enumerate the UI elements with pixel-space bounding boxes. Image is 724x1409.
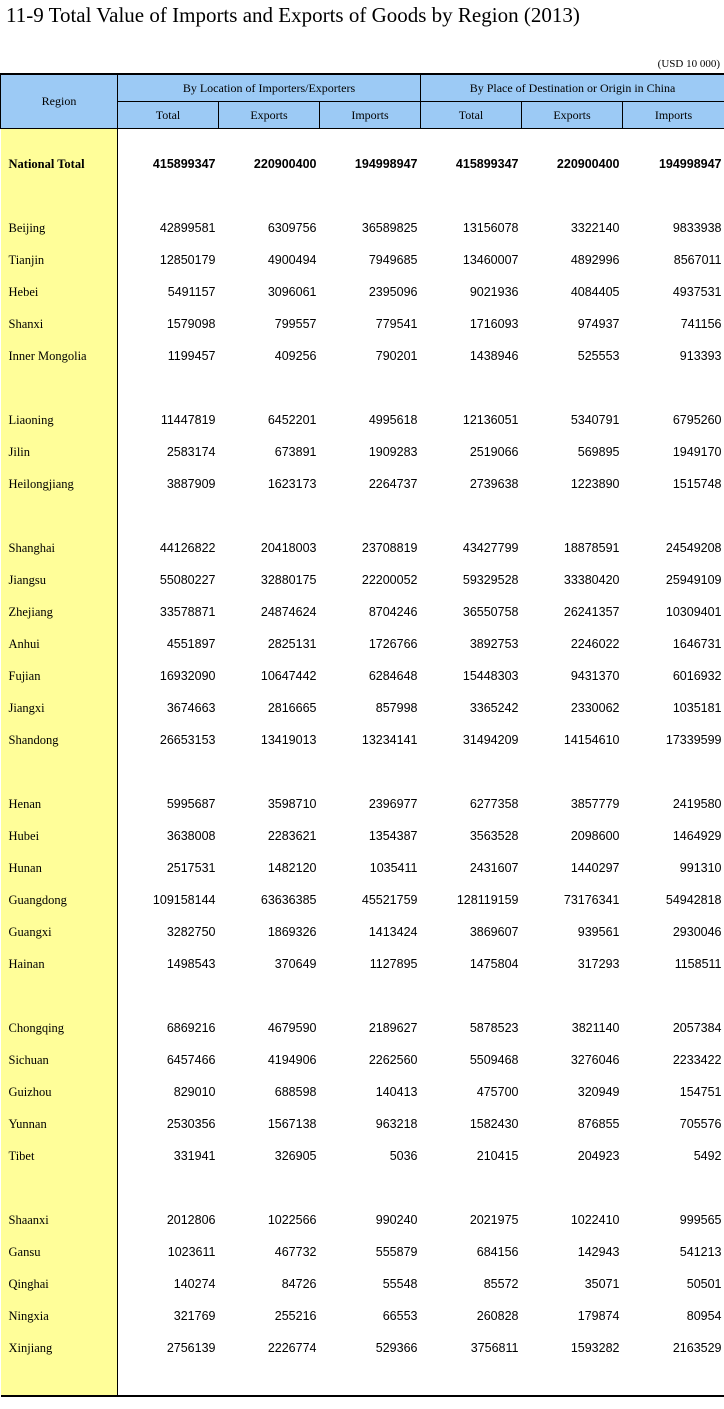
table-row (1, 1140, 724, 1172)
group-header-location: By Location of Importers/Exporters (118, 74, 421, 102)
value-cell: 415899347 (152, 157, 216, 171)
value-cell: 1158511 (674, 957, 722, 971)
value-cell: 220900400 (556, 157, 620, 171)
value-cell: 25949109 (665, 573, 722, 587)
value-cell: 6284648 (368, 669, 418, 683)
value-cell: 4084405 (570, 285, 620, 299)
col-header-imports: Imports (320, 102, 421, 129)
table-row (1, 916, 724, 948)
value-cell: 6277358 (469, 797, 519, 811)
region-name: Sichuan (1, 1044, 118, 1076)
table-row (1, 1300, 724, 1332)
value-cell: 9021936 (469, 285, 519, 299)
value-cell: 18878591 (563, 541, 620, 555)
region-name: Heilongjiang (1, 468, 118, 500)
value-cell: 555879 (375, 1245, 418, 1259)
table-row (1, 308, 724, 340)
value-cell: 1716093 (469, 317, 519, 331)
value-cell: 20418003 (260, 541, 317, 555)
value-cell: 35071 (584, 1277, 620, 1291)
value-cell: 8567011 (673, 253, 722, 267)
table-row (1, 1012, 724, 1044)
value-cell: 1582430 (469, 1117, 519, 1131)
region-name: Jiangsu (1, 564, 118, 596)
value-cell: 913393 (679, 349, 722, 363)
value-cell: 2517531 (166, 861, 216, 875)
value-cell: 59329528 (462, 573, 519, 587)
value-cell: 26653153 (159, 733, 216, 747)
value-cell: 109158144 (152, 893, 216, 907)
table-row (1, 212, 724, 244)
table-row (1, 1204, 724, 1236)
value-cell: 255216 (274, 1309, 317, 1323)
table-row (1, 692, 724, 724)
value-cell: 14154610 (563, 733, 620, 747)
value-cell: 3887909 (166, 477, 216, 491)
value-cell: 3096061 (267, 285, 317, 299)
value-cell: 80954 (686, 1309, 722, 1323)
table-row (1, 564, 724, 596)
value-cell: 2330062 (570, 701, 620, 715)
value-cell: 2419580 (672, 797, 722, 811)
value-cell: 2012806 (166, 1213, 216, 1227)
region-name: Qinghai (1, 1268, 118, 1300)
value-cell: 2930046 (672, 925, 722, 939)
value-cell: 1623173 (267, 477, 317, 491)
region-name: Zhejiang (1, 596, 118, 628)
value-cell: 8704246 (368, 605, 418, 619)
spacer-row (1, 1364, 724, 1396)
value-cell: 4551897 (166, 637, 216, 651)
col-header-total: Total (118, 102, 219, 129)
spacer-row (1, 180, 724, 212)
value-cell: 11447819 (160, 413, 216, 427)
value-cell: 17339599 (665, 733, 722, 747)
value-cell: 1199457 (167, 349, 216, 363)
value-cell: 1475804 (469, 957, 519, 971)
value-cell: 13234141 (361, 733, 418, 747)
region-header: Region (1, 74, 118, 129)
value-cell: 140274 (173, 1277, 216, 1291)
value-cell: 66553 (382, 1309, 418, 1323)
value-cell: 2396977 (368, 797, 418, 811)
table-row (1, 1076, 724, 1108)
value-cell: 1567138 (267, 1117, 317, 1131)
value-cell: 32880175 (260, 573, 317, 587)
value-cell: 317293 (577, 957, 620, 971)
value-cell: 3563528 (469, 829, 519, 843)
value-cell: 73176341 (563, 893, 620, 907)
value-cell: 3674663 (166, 701, 216, 715)
value-cell: 1023611 (167, 1245, 216, 1259)
value-cell: 1022410 (570, 1213, 620, 1227)
col-header-imports: Imports (623, 102, 724, 129)
value-cell: 9833938 (672, 221, 722, 235)
value-cell: 2395096 (368, 285, 418, 299)
value-cell: 1223890 (570, 477, 620, 491)
value-cell: 321769 (173, 1309, 216, 1323)
region-name: Shanghai (1, 532, 118, 564)
region-name: Anhui (1, 628, 118, 660)
group-header-destination: By Place of Destination or Origin in China (421, 74, 724, 102)
value-cell: 2226774 (267, 1341, 317, 1355)
value-cell: 320949 (577, 1085, 620, 1099)
value-cell: 525553 (577, 349, 620, 363)
value-cell: 541213 (679, 1245, 722, 1259)
value-cell: 36550758 (462, 605, 519, 619)
table-row (1, 468, 724, 500)
region-name: Guangxi (1, 916, 118, 948)
value-cell: 5036 (389, 1149, 418, 1163)
table-row (1, 852, 724, 884)
value-cell: 5491157 (167, 285, 216, 299)
table-row (1, 244, 724, 276)
value-cell: 36589825 (361, 221, 418, 235)
value-cell: 4679590 (267, 1021, 317, 1035)
value-cell: 1949170 (672, 445, 722, 459)
value-cell: 974937 (577, 317, 620, 331)
region-name: Liaoning (1, 404, 118, 436)
value-cell: 2739638 (469, 477, 519, 491)
spacer-row (1, 129, 724, 149)
region-name: Fujian (1, 660, 118, 692)
value-cell: 6452201 (267, 413, 317, 427)
value-cell: 1035411 (369, 861, 418, 875)
value-cell: 3869607 (469, 925, 519, 939)
spacer-row (1, 980, 724, 1012)
value-cell: 33578871 (159, 605, 216, 619)
value-cell: 2283621 (267, 829, 317, 843)
region-name: Xinjiang (1, 1332, 118, 1364)
value-cell: 1909283 (368, 445, 418, 459)
value-cell: 741156 (680, 317, 722, 331)
value-cell: 194998947 (658, 157, 722, 171)
value-cell: 2519066 (469, 445, 519, 459)
region-name: Jiangxi (1, 692, 118, 724)
value-cell: 4892996 (570, 253, 620, 267)
table-row (1, 1108, 724, 1140)
value-cell: 1022566 (267, 1213, 317, 1227)
region-name: Shandong (1, 724, 118, 756)
value-cell: 194998947 (354, 157, 418, 171)
table-row (1, 340, 724, 372)
value-cell: 4995618 (368, 413, 418, 427)
value-cell: 2246022 (570, 637, 620, 651)
value-cell: 409256 (274, 349, 317, 363)
value-cell: 2264737 (368, 477, 418, 491)
value-cell: 3282750 (166, 925, 216, 939)
region-name: Jilin (1, 436, 118, 468)
value-cell: 2816665 (267, 701, 317, 715)
table-row (1, 436, 724, 468)
value-cell: 829010 (173, 1085, 216, 1099)
region-name: Hebei (1, 276, 118, 308)
value-cell: 3276046 (570, 1053, 620, 1067)
value-cell: 63636385 (260, 893, 317, 907)
value-cell: 6309756 (267, 221, 317, 235)
value-cell: 999565 (679, 1213, 722, 1227)
value-cell: 370649 (274, 957, 317, 971)
value-cell: 9431370 (570, 669, 620, 683)
value-cell: 2021975 (469, 1213, 519, 1227)
value-cell: 6795260 (672, 413, 722, 427)
table-row (1, 820, 724, 852)
spacer-row (1, 372, 724, 404)
value-cell: 5340791 (570, 413, 620, 427)
value-cell: 2189627 (368, 1021, 418, 1035)
national-total-row (1, 148, 724, 180)
value-cell: 569895 (577, 445, 620, 459)
value-cell: 2163529 (672, 1341, 722, 1355)
value-cell: 2583174 (166, 445, 216, 459)
region-name: Guangdong (1, 884, 118, 916)
table-row (1, 948, 724, 980)
value-cell: 779541 (375, 317, 418, 331)
value-cell: 128119159 (456, 893, 519, 907)
table-header (1, 74, 724, 129)
value-cell: 939561 (577, 925, 620, 939)
value-cell: 3857779 (570, 797, 620, 811)
table-row (1, 884, 724, 916)
value-cell: 142943 (577, 1245, 620, 1259)
value-cell: 54942818 (665, 893, 722, 907)
page-title: 11-9 Total Value of Imports and Exports of Goods by Region (2013) (6, 3, 580, 27)
value-cell: 1515748 (672, 477, 722, 491)
region-name: Shanxi (1, 308, 118, 340)
value-cell: 31494209 (462, 733, 519, 747)
value-cell: 24874624 (260, 605, 317, 619)
region-name: Shaanxi (1, 1204, 118, 1236)
col-header-exports: Exports (522, 102, 623, 129)
table-row (1, 1332, 724, 1364)
value-cell: 12850179 (159, 253, 216, 267)
value-cell: 55080227 (159, 573, 216, 587)
region-name: Ningxia (1, 1300, 118, 1332)
value-cell: 2098600 (570, 829, 620, 843)
value-cell: 3756811 (470, 1341, 519, 1355)
value-cell: 876855 (577, 1117, 620, 1131)
value-cell: 2057384 (672, 1021, 722, 1035)
value-cell: 2530356 (166, 1117, 216, 1131)
value-cell: 326905 (274, 1149, 317, 1163)
table-body (1, 129, 724, 1397)
table-row (1, 724, 724, 756)
value-cell: 85572 (483, 1277, 519, 1291)
value-cell: 3821140 (571, 1021, 620, 1035)
value-cell: 13156078 (462, 221, 519, 235)
value-cell: 529366 (375, 1341, 418, 1355)
region-name: Tianjin (1, 244, 118, 276)
region-name: Inner Mongolia (1, 340, 118, 372)
value-cell: 6016932 (672, 669, 722, 683)
value-cell: 10647442 (260, 669, 317, 683)
value-cell: 42899581 (159, 221, 216, 235)
region-name: Hubei (1, 820, 118, 852)
value-cell: 16932090 (159, 669, 216, 683)
table-row (1, 1044, 724, 1076)
value-cell: 154751 (679, 1085, 722, 1099)
value-cell: 705576 (679, 1117, 722, 1131)
value-cell: 1869326 (267, 925, 317, 939)
value-cell: 3598710 (267, 797, 317, 811)
value-cell: 467732 (274, 1245, 317, 1259)
value-cell: 15448303 (462, 669, 519, 683)
value-cell: 1035181 (672, 701, 722, 715)
spacer-row (1, 756, 724, 788)
region-name: Beijing (1, 212, 118, 244)
region-name: Gansu (1, 1236, 118, 1268)
value-cell: 1413424 (368, 925, 418, 939)
value-cell: 23708819 (361, 541, 418, 555)
value-cell: 12136051 (462, 413, 519, 427)
value-cell: 44126822 (159, 541, 216, 555)
value-cell: 1498543 (166, 957, 216, 971)
value-cell: 475700 (476, 1085, 519, 1099)
value-cell: 5878523 (469, 1021, 519, 1035)
region-name: Tibet (1, 1140, 118, 1172)
value-cell: 84726 (281, 1277, 317, 1291)
value-cell: 991310 (679, 861, 722, 875)
value-cell: 220900400 (253, 157, 317, 171)
value-cell: 50501 (686, 1277, 722, 1291)
value-cell: 24549208 (665, 541, 722, 555)
table-row (1, 276, 724, 308)
value-cell: 990240 (375, 1213, 418, 1227)
value-cell: 799557 (274, 317, 317, 331)
table-row (1, 532, 724, 564)
spacer-row (1, 500, 724, 532)
value-cell: 140413 (375, 1085, 418, 1099)
value-cell: 1646731 (672, 637, 722, 651)
value-cell: 6869216 (166, 1021, 216, 1035)
value-cell: 415899347 (455, 157, 519, 171)
value-cell: 55548 (382, 1277, 418, 1291)
value-cell: 2431607 (469, 861, 519, 875)
value-cell: 1440297 (570, 861, 620, 875)
table-row (1, 1236, 724, 1268)
value-cell: 26241357 (563, 605, 620, 619)
value-cell: 204923 (577, 1149, 620, 1163)
value-cell: 857998 (375, 701, 418, 715)
value-cell: 7949685 (368, 253, 418, 267)
data-table (0, 73, 724, 1397)
value-cell: 2262560 (368, 1053, 418, 1067)
region-name: Hunan (1, 852, 118, 884)
value-cell: 5492 (693, 1149, 722, 1163)
value-cell: 4194906 (267, 1053, 317, 1067)
value-cell: 1127895 (369, 957, 418, 971)
value-cell: 4900494 (267, 253, 317, 267)
region-name: National Total (1, 148, 118, 180)
table-row (1, 628, 724, 660)
region-name: Guizhou (1, 1076, 118, 1108)
value-cell: 688598 (274, 1085, 317, 1099)
table-row (1, 660, 724, 692)
value-cell: 790201 (375, 349, 418, 363)
value-cell: 673891 (274, 445, 317, 459)
value-cell: 13460007 (462, 253, 519, 267)
value-cell: 6457466 (166, 1053, 216, 1067)
value-cell: 45521759 (361, 893, 418, 907)
value-cell: 43427799 (462, 541, 519, 555)
value-cell: 3365242 (469, 701, 519, 715)
value-cell: 22200052 (361, 573, 418, 587)
table-row (1, 1268, 724, 1300)
value-cell: 5995687 (166, 797, 216, 811)
value-cell: 1579098 (166, 317, 216, 331)
value-cell: 1438946 (469, 349, 519, 363)
region-name: Chongqing (1, 1012, 118, 1044)
value-cell: 963218 (375, 1117, 418, 1131)
value-cell: 260828 (476, 1309, 519, 1323)
value-cell: 2233422 (672, 1053, 722, 1067)
table-row (1, 788, 724, 820)
spacer-row (1, 1172, 724, 1204)
value-cell: 2756139 (166, 1341, 216, 1355)
value-cell: 1482120 (267, 861, 317, 875)
value-cell: 33380420 (563, 573, 620, 587)
value-cell: 3638008 (166, 829, 216, 843)
col-header-total: Total (421, 102, 522, 129)
region-name: Yunnan (1, 1108, 118, 1140)
value-cell: 13419013 (260, 733, 317, 747)
value-cell: 4937531 (672, 285, 722, 299)
value-cell: 3892753 (469, 637, 519, 651)
value-cell: 179874 (577, 1309, 620, 1323)
col-header-exports: Exports (219, 102, 320, 129)
value-cell: 10309401 (665, 605, 722, 619)
value-cell: 1593282 (570, 1341, 620, 1355)
unit-label: (USD 10 000) (657, 58, 720, 70)
value-cell: 2825131 (267, 637, 317, 651)
value-cell: 331941 (173, 1149, 216, 1163)
region-name: Hainan (1, 948, 118, 980)
value-cell: 1726766 (368, 637, 418, 651)
value-cell: 5509468 (469, 1053, 519, 1067)
value-cell: 684156 (476, 1245, 519, 1259)
value-cell: 1354387 (368, 829, 418, 843)
value-cell: 1464929 (672, 829, 722, 843)
table-row (1, 596, 724, 628)
region-name: Henan (1, 788, 118, 820)
value-cell: 3322140 (570, 221, 620, 235)
table-row (1, 404, 724, 436)
value-cell: 210415 (476, 1149, 519, 1163)
